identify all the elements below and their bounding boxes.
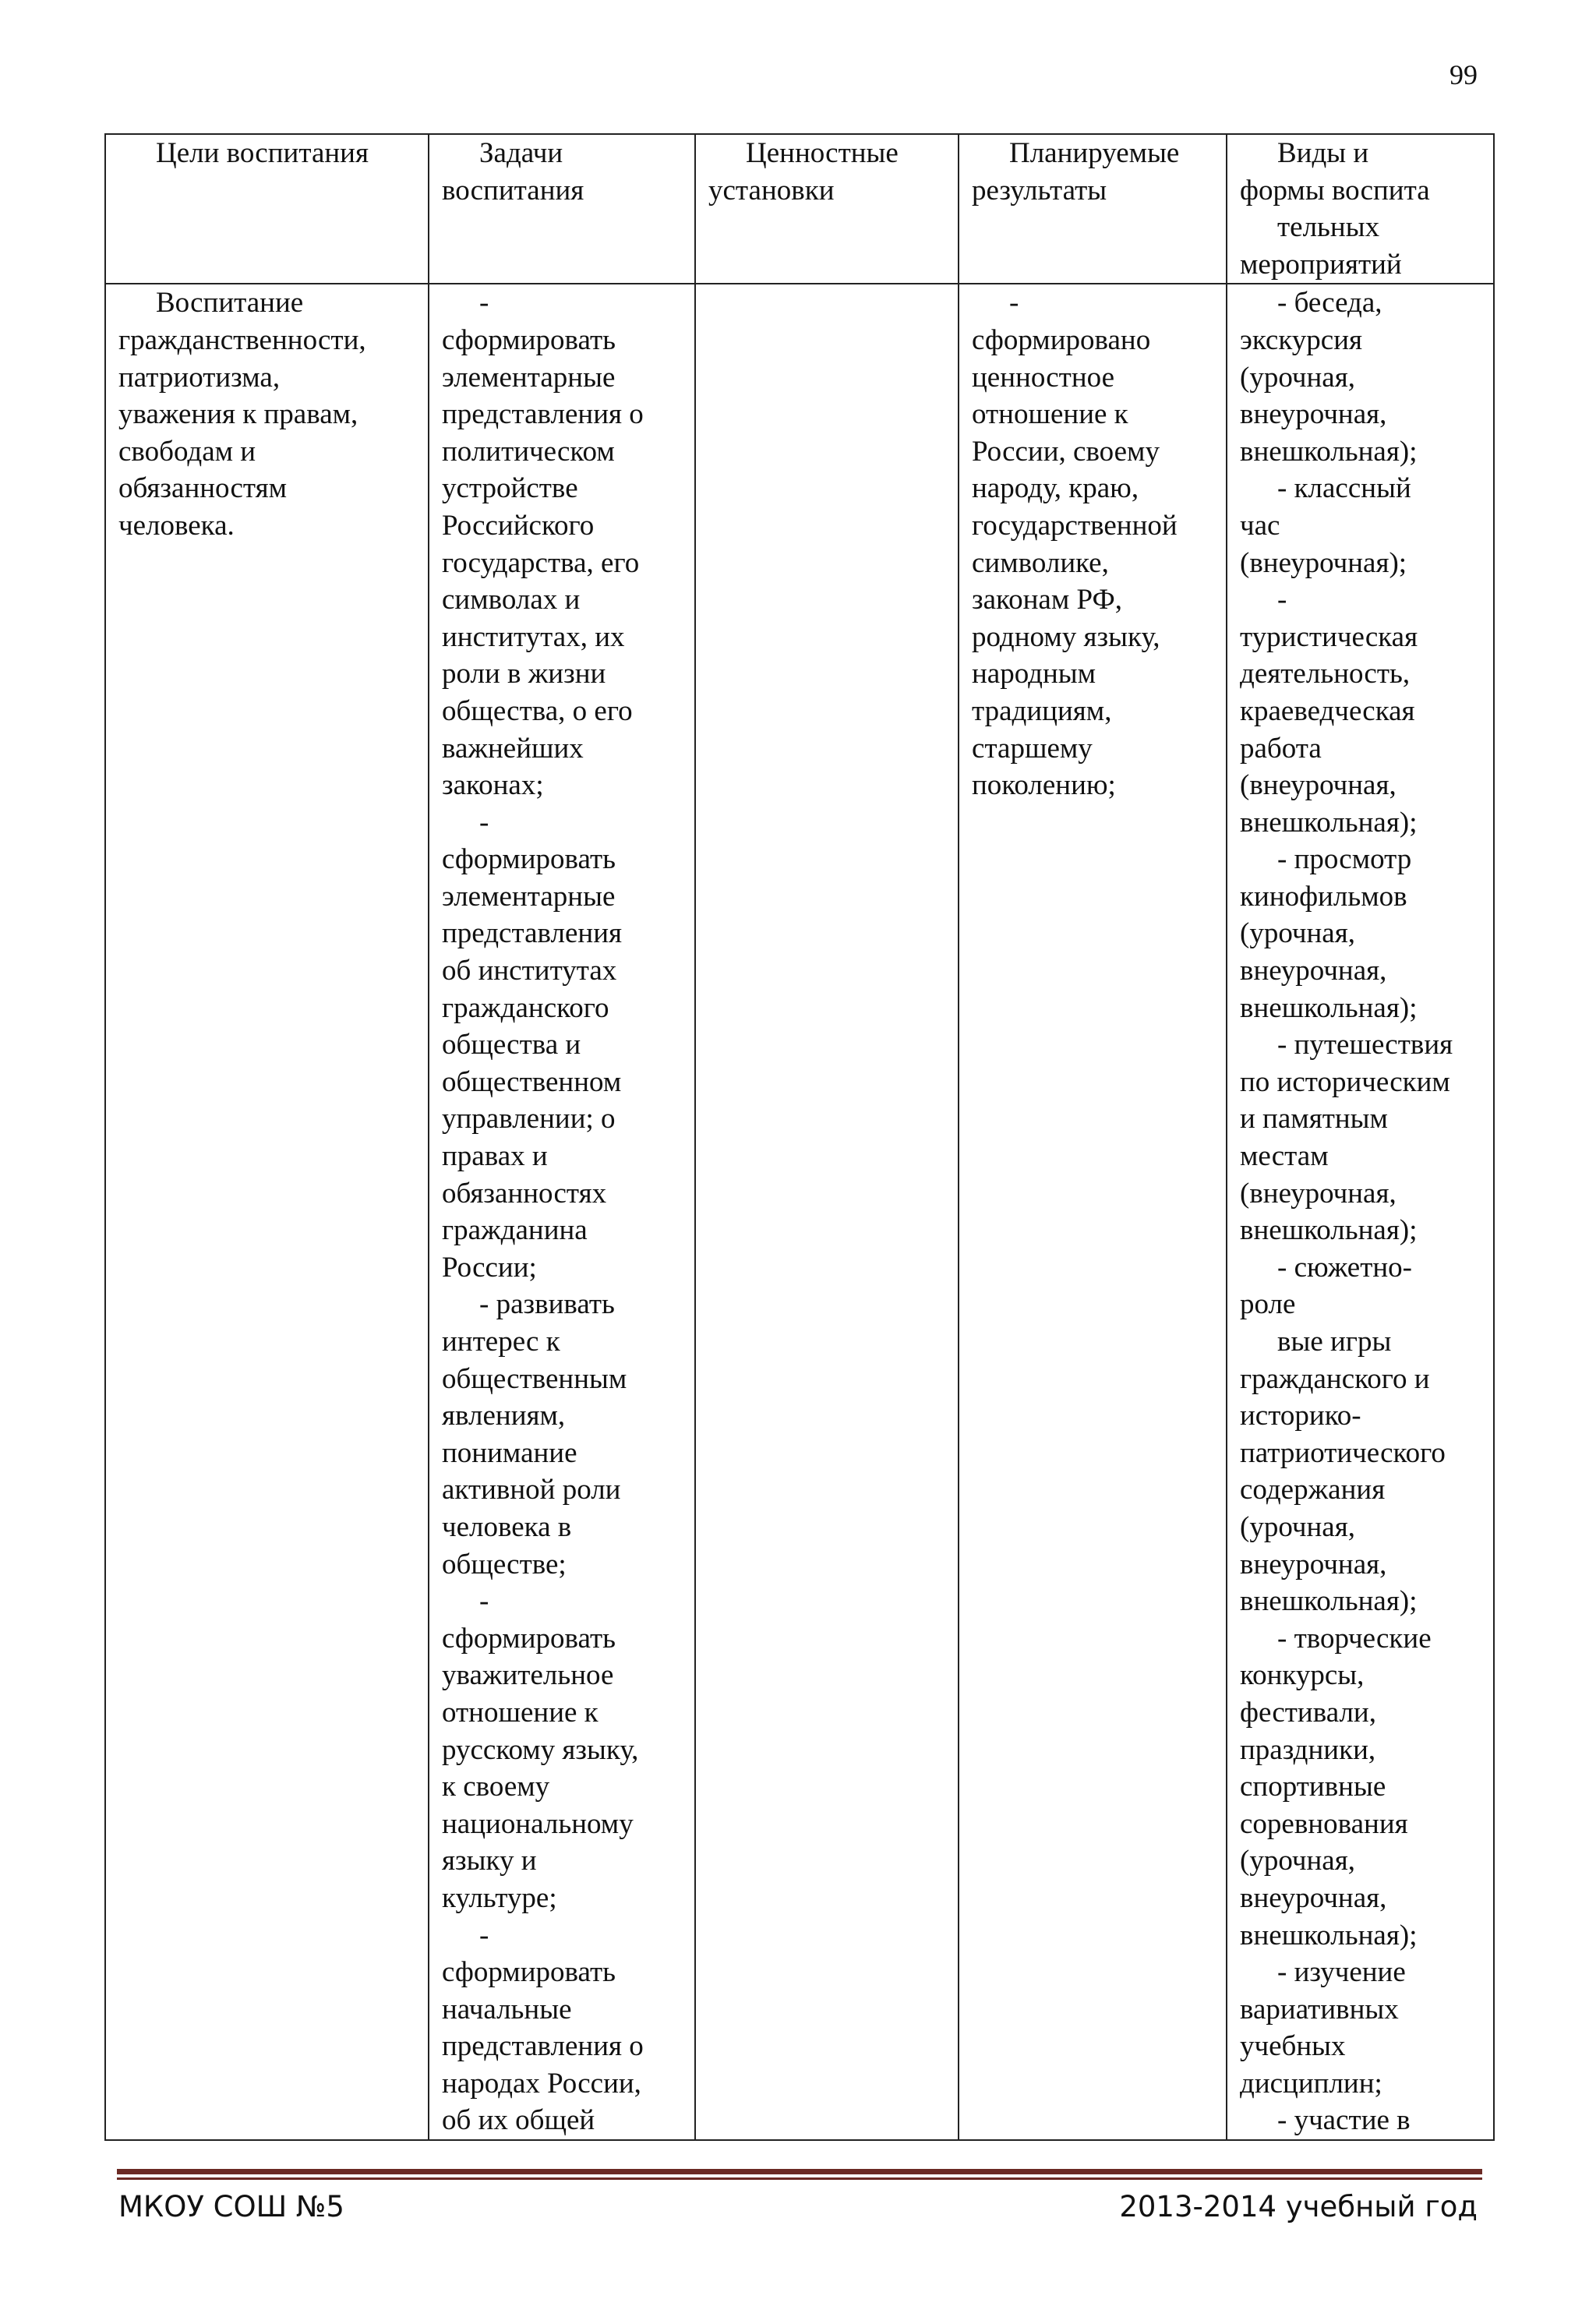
cell-text-line: отношение к [972,398,1128,431]
cell-text-line: роли в жизни [442,658,606,690]
cell-values [695,284,959,2140]
cell-text-line: общественном [442,1065,622,1098]
cell-text-line: обществе; [442,1548,567,1581]
cell-text-line: (урочная, [1240,917,1355,950]
cell-text-line: элементарные [442,361,616,394]
cell-text-line: Российского [442,509,595,542]
education-goals-table [104,133,1495,2141]
cell-text-line: традициям, [972,694,1112,727]
cell-text-line: (урочная, [1240,361,1355,394]
cell-text-line: гражданина [442,1214,588,1247]
cell-text-line: местам [1240,1140,1329,1173]
cell-text-line: внеурочная, [1240,1548,1387,1581]
cell-text-line: активной роли [442,1474,621,1506]
cell-text-line: человека. [118,509,235,542]
header-text-line: формы воспита [1240,174,1430,207]
table-header-row [105,134,1494,284]
cell-text-line: гражданского и [1240,1362,1430,1395]
cell-text-line: об их общей [442,2104,595,2137]
cell-text-line: кинофильмов [1240,880,1407,913]
cell-text-line: внешкольная); [1240,1919,1418,1951]
header-text-line: Задачи [479,137,563,169]
cell-text-line: патриотического [1240,1436,1446,1469]
cell-text-line: символике, [972,546,1109,579]
cell-text-line: роле [1240,1288,1296,1321]
header-text-line: Планируемые [1009,137,1180,169]
cell-text-line: внешкольная); [1240,806,1418,839]
cell-text-line: вые игры [1277,1326,1392,1358]
cell-text-line: общественным [442,1362,627,1395]
cell-text-line: краеведческая [1240,694,1415,727]
cell-text-line: общества и [442,1029,581,1061]
cell-text-line: поколению; [972,769,1116,802]
cell-text-line: внешкольная); [1240,991,1418,1024]
cell-text-line: явлениям, [442,1400,566,1432]
cell-text-line: ценностное [972,361,1115,394]
cell-text-line: - [479,806,489,839]
header-activities [1227,134,1494,284]
header-results [959,134,1227,284]
cell-results [959,284,1227,2140]
header-text-line: Цели воспитания [156,137,369,169]
cell-text-line: сформировать [442,1956,616,1989]
cell-text-line: праздники, [1240,1733,1376,1766]
cell-text-line: элементарные [442,880,616,913]
cell-text-line: (внеурочная, [1240,769,1396,802]
cell-text-line: - [479,1919,489,1951]
cell-text-line: - участие в [1277,2104,1411,2137]
cell-text-line: сформировать [442,1622,616,1655]
cell-text-line: соревнования [1240,1807,1408,1840]
cell-text-line: внеурочная, [1240,955,1387,987]
cell-text-line: народах России, [442,2067,641,2100]
cell-text-line: час [1240,509,1280,542]
cell-text-line: (внеурочная, [1240,1177,1396,1210]
cell-text-line: дисциплин; [1240,2067,1382,2100]
cell-text-line: институтах, их [442,620,625,653]
cell-text-line: внешкольная); [1240,1214,1418,1247]
header-text-line: результаты [972,174,1107,207]
cell-text-line: историко- [1240,1400,1361,1432]
cell-text-line: начальные [442,1993,572,2026]
header-values [695,134,959,284]
cell-text-line: - развивать [479,1288,615,1321]
cell-text-line: спортивные [1240,1771,1386,1803]
cell-text-line: конкурсы, [1240,1659,1365,1692]
footer-school-name: МКОУ СОШ №5 [118,2190,344,2223]
cell-text-line: России; [442,1251,537,1284]
cell-text-line: - [1009,287,1019,320]
cell-text-line: туристическая [1240,620,1418,653]
cell-text-line: (урочная, [1240,1845,1355,1877]
cell-text-line: - классный [1277,472,1411,505]
cell-text-line: представления [442,917,623,950]
cell-text-line: - беседа, [1277,287,1382,320]
header-text-line: установки [708,174,835,207]
cell-text-line: понимание [442,1436,577,1469]
cell-text-line: - творческие [1277,1622,1432,1655]
cell-text-line: народу, краю, [972,472,1139,505]
table-row [105,284,1494,2140]
cell-text-line: - сюжетно- [1277,1251,1413,1284]
cell-text-line: внеурочная, [1240,398,1387,431]
cell-text-line: национальному [442,1807,634,1840]
cell-activities [1227,284,1494,2140]
cell-text-line: - просмотр [1277,843,1412,876]
cell-text-line: уважения к правам, [118,398,358,431]
cell-text-line: России, своему [972,435,1160,468]
cell-text-line: уважительное [442,1659,614,1692]
cell-text-line: важнейших [442,732,584,765]
cell-text-line: отношение к [442,1696,598,1729]
cell-text-line: общества, о его [442,694,633,727]
cell-text-line: внеурочная, [1240,1881,1387,1914]
cell-text-line: правах и [442,1140,548,1173]
header-text-line: мероприятий [1240,248,1402,281]
cell-text-line: содержания [1240,1474,1386,1506]
cell-text-line: законам РФ, [972,584,1122,616]
cell-text-line: патриотизма, [118,361,281,394]
cell-text-line: сформировать [442,323,616,356]
cell-text-line: родному языку, [972,620,1160,653]
cell-text-line: управлении; о [442,1103,616,1136]
header-text-line: воспитания [442,174,584,207]
cell-text-line: - [479,1585,489,1618]
cell-text-line: учебных [1240,2030,1346,2063]
cell-text-line: сформировано [972,323,1151,356]
cell-text-line: государственной [972,509,1178,542]
cell-text-line: к своему [442,1771,550,1803]
cell-text-line: представления о [442,2030,644,2063]
cell-text-line: внешкольная); [1240,1585,1418,1618]
cell-text-line: сформировать [442,843,616,876]
cell-text-line: гражданственности, [118,323,366,356]
cell-text-line: гражданского [442,991,609,1024]
header-goals [105,134,429,284]
cell-text-line: об институтах [442,955,617,987]
footer-divider-thin [117,2177,1482,2180]
cell-text-line: народным [972,658,1096,690]
header-text-line: Ценностные [746,137,899,169]
cell-text-line: политическом [442,435,615,468]
cell-text-line: устройстве [442,472,578,505]
cell-text-line: - [479,287,489,320]
cell-text-line: работа [1240,732,1322,765]
header-tasks [429,134,695,284]
cell-text-line: экскурсия [1240,323,1363,356]
cell-text-line: культуре; [442,1881,557,1914]
header-text-line: тельных [1277,211,1380,244]
cell-text-line: русскому языку, [442,1733,639,1766]
cell-text-line: Воспитание [156,287,304,320]
cell-text-line: человека в [442,1510,572,1543]
cell-text-line: и памятным [1240,1103,1388,1136]
cell-text-line: старшему [972,732,1093,765]
cell-text-line: свободам и [118,435,256,468]
cell-text-line: деятельность, [1240,658,1411,690]
cell-text-line: языку и [442,1845,537,1877]
cell-text-line: внешкольная); [1240,435,1418,468]
cell-text-line: (внеурочная); [1240,546,1407,579]
cell-text-line: государства, его [442,546,640,579]
cell-text-line: интерес к [442,1326,560,1358]
cell-text-line: - изучение [1277,1956,1406,1989]
cell-text-line: символах и [442,584,581,616]
cell-text-line: законах; [442,769,544,802]
cell-text-line: - [1277,584,1287,616]
cell-tasks [429,284,695,2140]
header-text-line: Виды и [1277,137,1369,169]
cell-text-line: - путешествия [1277,1029,1453,1061]
cell-text-line: представления о [442,398,644,431]
cell-text-line: обязанностях [442,1177,607,1210]
cell-goals [105,284,429,2140]
footer-divider [117,2169,1482,2174]
cell-text-line: обязанностям [118,472,288,505]
page-number: 99 [1449,59,1478,90]
cell-text-line: фестивали, [1240,1696,1376,1729]
cell-text-line: по историческим [1240,1065,1450,1098]
cell-text-line: (урочная, [1240,1510,1355,1543]
cell-text-line: вариативных [1240,1993,1399,2026]
footer-academic-year: 2013-2014 учебный год [1119,2190,1478,2223]
